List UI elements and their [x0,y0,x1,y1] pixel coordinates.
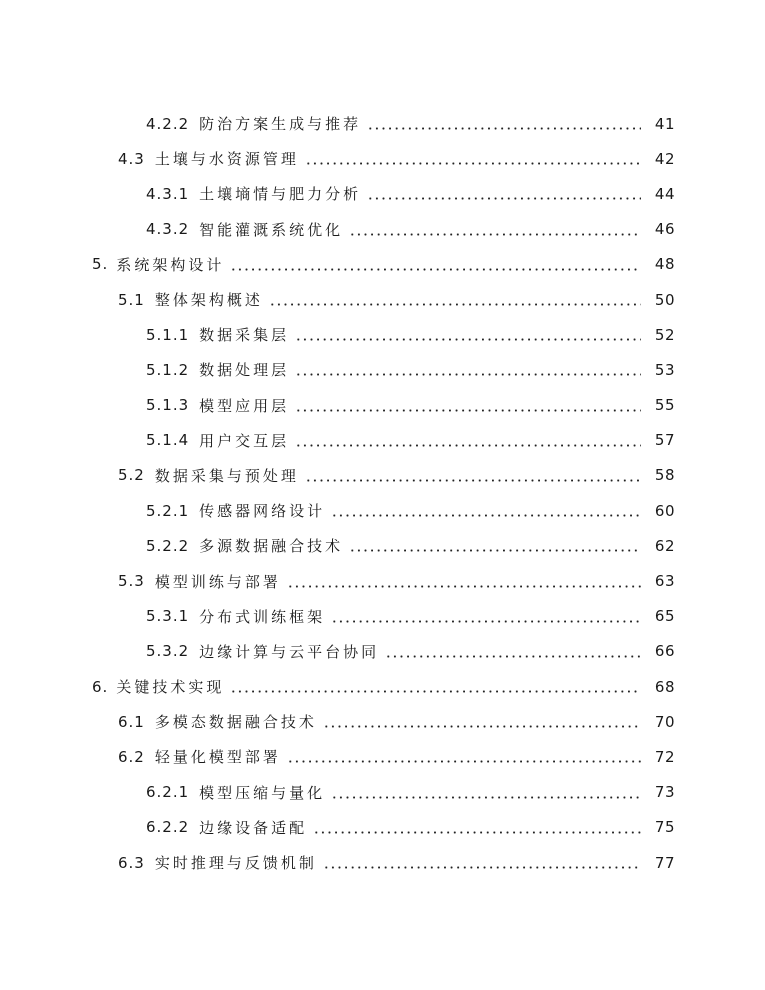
toc-entry-number: 6. [92,677,109,696]
toc-entry-page-number: 63 [654,572,675,591]
toc-entry-page-number: 73 [654,783,675,802]
dot-leader [323,725,641,728]
toc-entry[interactable] [0,176,765,211]
toc-entry[interactable] [0,739,765,774]
toc-entry-title: 边缘计算与云平台协同 [199,642,380,661]
toc-entry-title: 实时推理与反馈机制 [154,854,317,873]
toc-entry-title: 轻量化模型部署 [154,748,281,767]
toc-entry-number: 4.3.2 [146,220,190,239]
toc-entry-page-number: 72 [654,747,675,766]
toc-entry-number: 4.3.1 [146,184,190,203]
dot-leader [331,620,641,623]
toc-entry-number: 5.2.1 [146,501,190,520]
dot-leader [287,585,641,588]
toc-entry[interactable] [0,106,765,141]
toc-entry-title: 关键技术实现 [116,678,225,697]
dot-leader [295,338,641,341]
toc-entry[interactable] [0,704,765,739]
toc-entry-number: 5.2 [118,466,145,485]
toc-entry-page-number: 75 [654,818,675,837]
toc-entry-number: 6.3 [118,853,145,872]
toc-entry-page-number: 65 [654,607,675,626]
toc-entry-page-number: 50 [654,290,675,309]
toc-entry-title: 多模态数据融合技术 [154,713,317,732]
dot-leader [230,690,641,693]
toc-entry-page-number: 48 [654,255,675,274]
dot-leader [367,197,641,200]
toc-entry[interactable] [0,212,765,247]
toc-entry-page-number: 57 [654,431,675,450]
toc-entry[interactable] [0,845,765,880]
toc-entry-page-number: 46 [654,220,675,239]
toc-entry-title: 智能灌溉系统优化 [199,220,344,239]
toc-entry[interactable] [0,493,765,528]
toc-entry[interactable] [0,388,765,423]
dot-leader [331,514,641,517]
toc-entry-number: 4.2.2 [146,114,190,133]
table-of-contents [0,106,765,880]
toc-entry-number: 5.3 [118,572,145,591]
toc-entry-number: 5.3.2 [146,642,190,661]
toc-entry[interactable] [0,423,765,458]
toc-entry[interactable] [0,669,765,704]
toc-entry-number: 4.3 [118,149,145,168]
toc-entry-title: 数据处理层 [199,361,290,380]
dot-leader [305,479,641,482]
toc-entry-page-number: 68 [654,677,675,696]
toc-entry[interactable] [0,599,765,634]
dot-leader [295,373,641,376]
toc-entry-title: 分布式训练框架 [199,607,326,626]
dot-leader [323,866,641,869]
toc-entry-page-number: 58 [654,466,675,485]
dot-leader [385,655,641,658]
toc-entry-number: 5.3.1 [146,607,190,626]
toc-entry-page-number: 41 [654,114,675,133]
toc-entry-title: 系统架构设计 [116,255,225,274]
toc-entry-title: 土壤墒情与肥力分析 [199,185,362,204]
toc-entry-title: 数据采集与预处理 [154,466,299,485]
toc-entry-page-number: 44 [654,184,675,203]
toc-entry[interactable] [0,634,765,669]
toc-entry-number: 6.2.2 [146,818,190,837]
toc-entry-title: 用户交互层 [199,431,290,450]
toc-entry-number: 5.1.3 [146,396,190,415]
toc-entry[interactable] [0,352,765,387]
toc-entry-page-number: 60 [654,501,675,520]
dot-leader [295,444,641,447]
dot-leader [349,549,641,552]
toc-entry[interactable] [0,810,765,845]
dot-leader [331,796,641,799]
toc-entry[interactable] [0,563,765,598]
toc-entry-title: 多源数据融合技术 [199,537,344,556]
toc-entry[interactable] [0,247,765,282]
toc-entry-page-number: 52 [654,325,675,344]
toc-entry-title: 数据采集层 [199,326,290,345]
toc-entry-title: 防治方案生成与推荐 [199,115,362,134]
toc-entry-title: 传感器网络设计 [199,502,326,521]
toc-entry-number: 5.1.4 [146,431,190,450]
dot-leader [295,409,641,412]
toc-entry-number: 6.2 [118,747,145,766]
toc-entry-title: 土壤与水资源管理 [154,150,299,169]
toc-entry-title: 整体架构概述 [154,291,263,310]
toc-entry-number: 5.1.1 [146,325,190,344]
toc-entry-page-number: 42 [654,149,675,168]
toc-entry[interactable] [0,317,765,352]
toc-entry-title: 模型压缩与量化 [199,783,326,802]
toc-entry-page-number: 62 [654,536,675,555]
toc-entry-title: 边缘设备适配 [199,818,308,837]
dot-leader [305,162,641,165]
dot-leader [230,268,641,271]
toc-entry-number: 6.1 [118,712,145,731]
toc-entry-page-number: 53 [654,360,675,379]
toc-entry-number: 5.1 [118,290,145,309]
toc-entry-page-number: 77 [654,853,675,872]
toc-entry[interactable] [0,775,765,810]
dot-leader [287,760,641,763]
toc-entry-title: 模型应用层 [199,396,290,415]
toc-entry[interactable] [0,282,765,317]
dot-leader [313,831,641,834]
toc-entry-number: 5. [92,255,109,274]
dot-leader [269,303,641,306]
toc-entry[interactable] [0,528,765,563]
toc-entry[interactable] [0,141,765,176]
toc-entry-number: 5.1.2 [146,360,190,379]
toc-entry[interactable] [0,458,765,493]
toc-entry-page-number: 66 [654,642,675,661]
toc-entry-page-number: 55 [654,396,675,415]
toc-entry-page-number: 70 [654,712,675,731]
dot-leader [349,233,641,236]
toc-entry-title: 模型训练与部署 [154,572,281,591]
toc-entry-number: 6.2.1 [146,783,190,802]
dot-leader [367,127,641,130]
toc-entry-number: 5.2.2 [146,536,190,555]
